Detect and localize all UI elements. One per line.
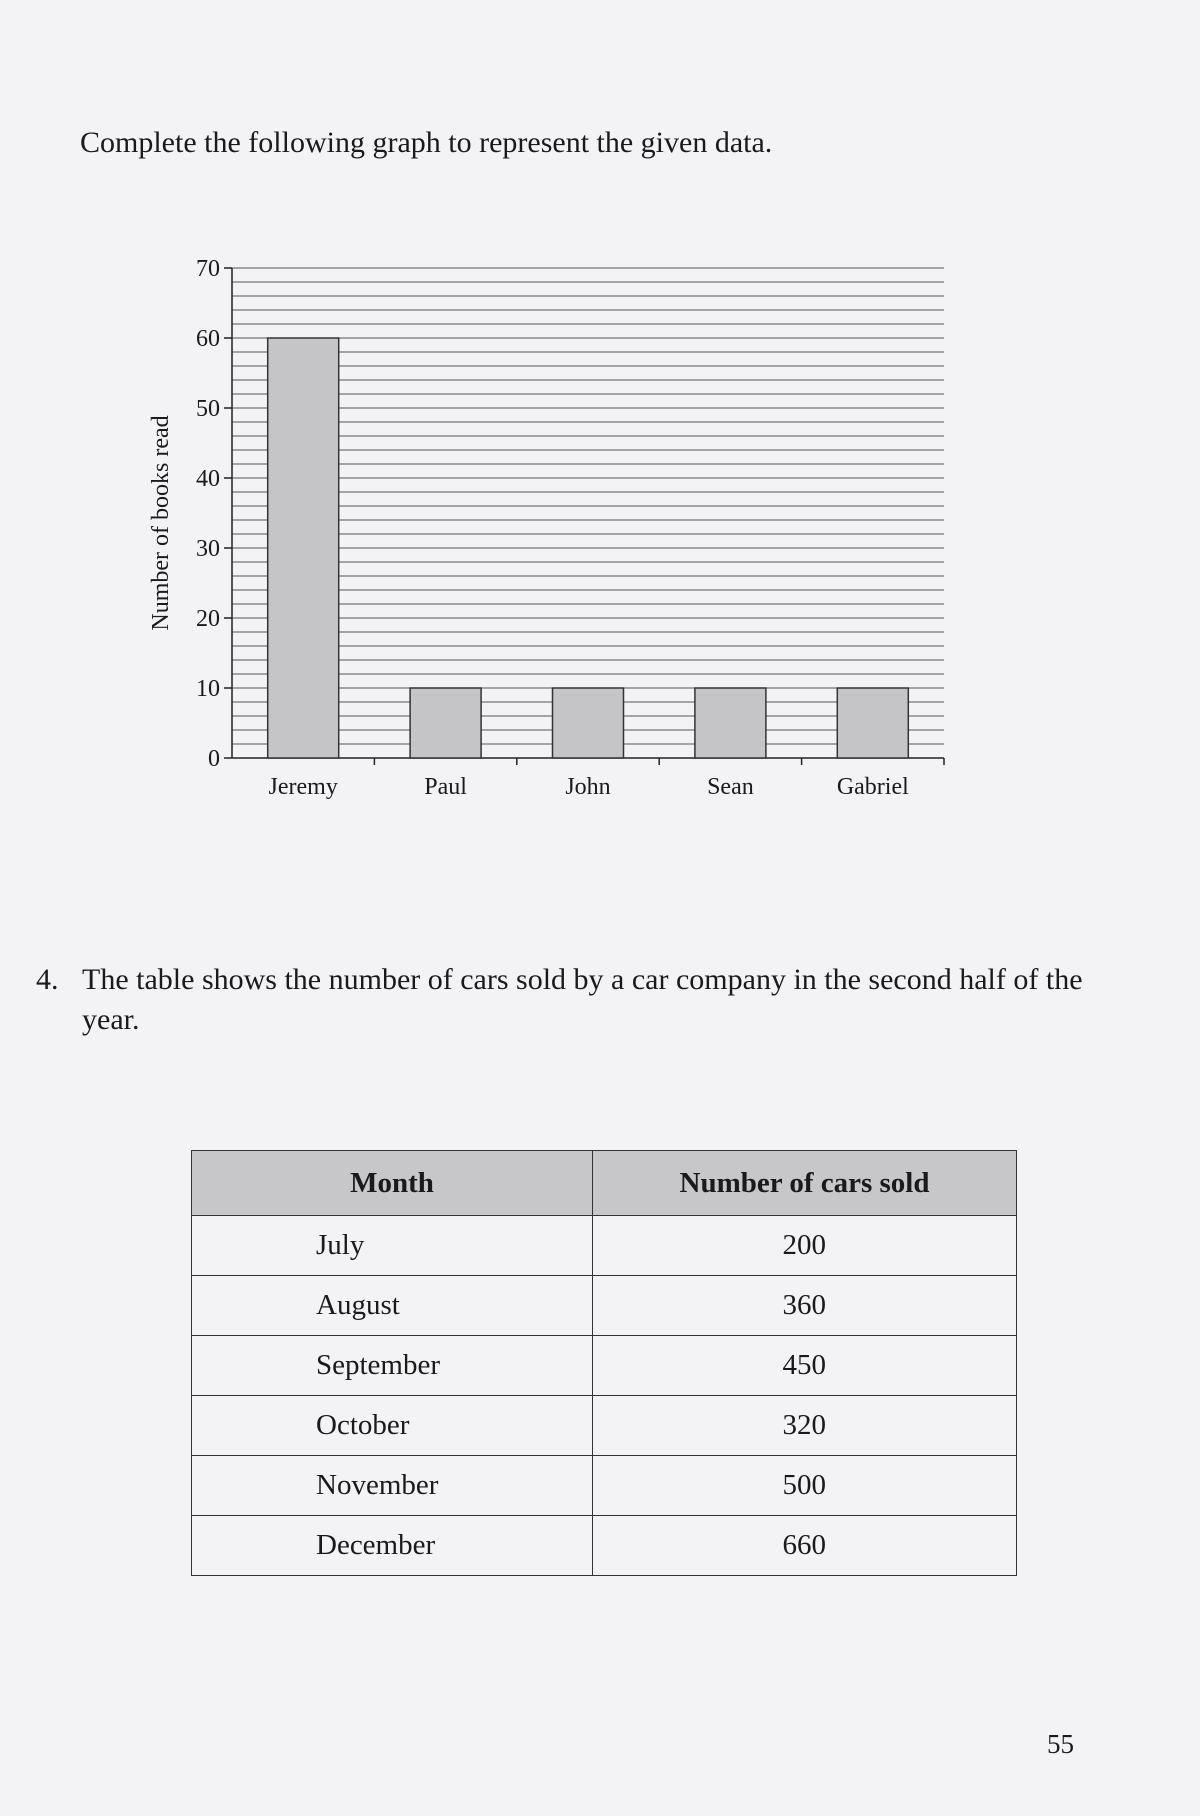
table-row — [192, 1336, 1017, 1396]
cell-month: November — [192, 1456, 593, 1516]
cell-cars-sold: 360 — [593, 1276, 1017, 1336]
y-tick-label: 30 — [196, 536, 220, 562]
table-row — [192, 1516, 1017, 1576]
x-tick-label: John — [565, 774, 611, 800]
table-row — [192, 1456, 1017, 1516]
x-tick-label: Sean — [707, 774, 754, 800]
y-tick-label: 10 — [196, 676, 220, 702]
books-bar-chart — [140, 250, 960, 810]
cell-month: December — [192, 1516, 593, 1576]
y-axis-label: Number of books read — [148, 415, 174, 631]
cell-cars-sold: 450 — [593, 1336, 1017, 1396]
x-tick-label: Jeremy — [268, 774, 338, 800]
cell-month: July — [192, 1216, 593, 1276]
column-header-month: Month — [192, 1151, 593, 1216]
table-header-row — [192, 1151, 1017, 1216]
y-tick-label: 0 — [208, 746, 220, 772]
bar — [410, 688, 481, 758]
cell-month: August — [192, 1276, 593, 1336]
cell-cars-sold: 660 — [593, 1516, 1017, 1576]
cell-cars-sold: 500 — [593, 1456, 1017, 1516]
y-tick-label: 20 — [196, 606, 220, 632]
question-text: The table shows the number of cars sold by a car company in the second half of the year. — [82, 963, 1083, 1036]
table-row — [192, 1276, 1017, 1336]
x-tick-label: Gabriel — [836, 774, 909, 800]
chart-svg — [140, 250, 960, 810]
cell-cars-sold: 320 — [593, 1396, 1017, 1456]
bar — [837, 688, 908, 758]
page-number: 55 — [1047, 1729, 1074, 1759]
question-number: 4. — [36, 963, 59, 996]
y-tick-label: 50 — [196, 396, 220, 422]
column-header-cars-sold: Number of cars sold — [593, 1151, 1017, 1216]
cell-month: October — [192, 1396, 593, 1456]
y-tick-label: 60 — [196, 326, 220, 352]
y-tick-label: 40 — [196, 466, 220, 492]
bar — [695, 688, 766, 758]
y-tick-label: 70 — [196, 256, 220, 282]
x-tick-label: Paul — [424, 774, 467, 800]
bar — [268, 338, 339, 758]
cell-month: September — [192, 1336, 593, 1396]
table-row — [192, 1396, 1017, 1456]
cell-cars-sold: 200 — [593, 1216, 1017, 1276]
instruction-text: Complete the following graph to represent the given data. — [80, 126, 773, 159]
table-row — [192, 1216, 1017, 1276]
cars-sold-table — [191, 1150, 1017, 1576]
bar — [553, 688, 624, 758]
